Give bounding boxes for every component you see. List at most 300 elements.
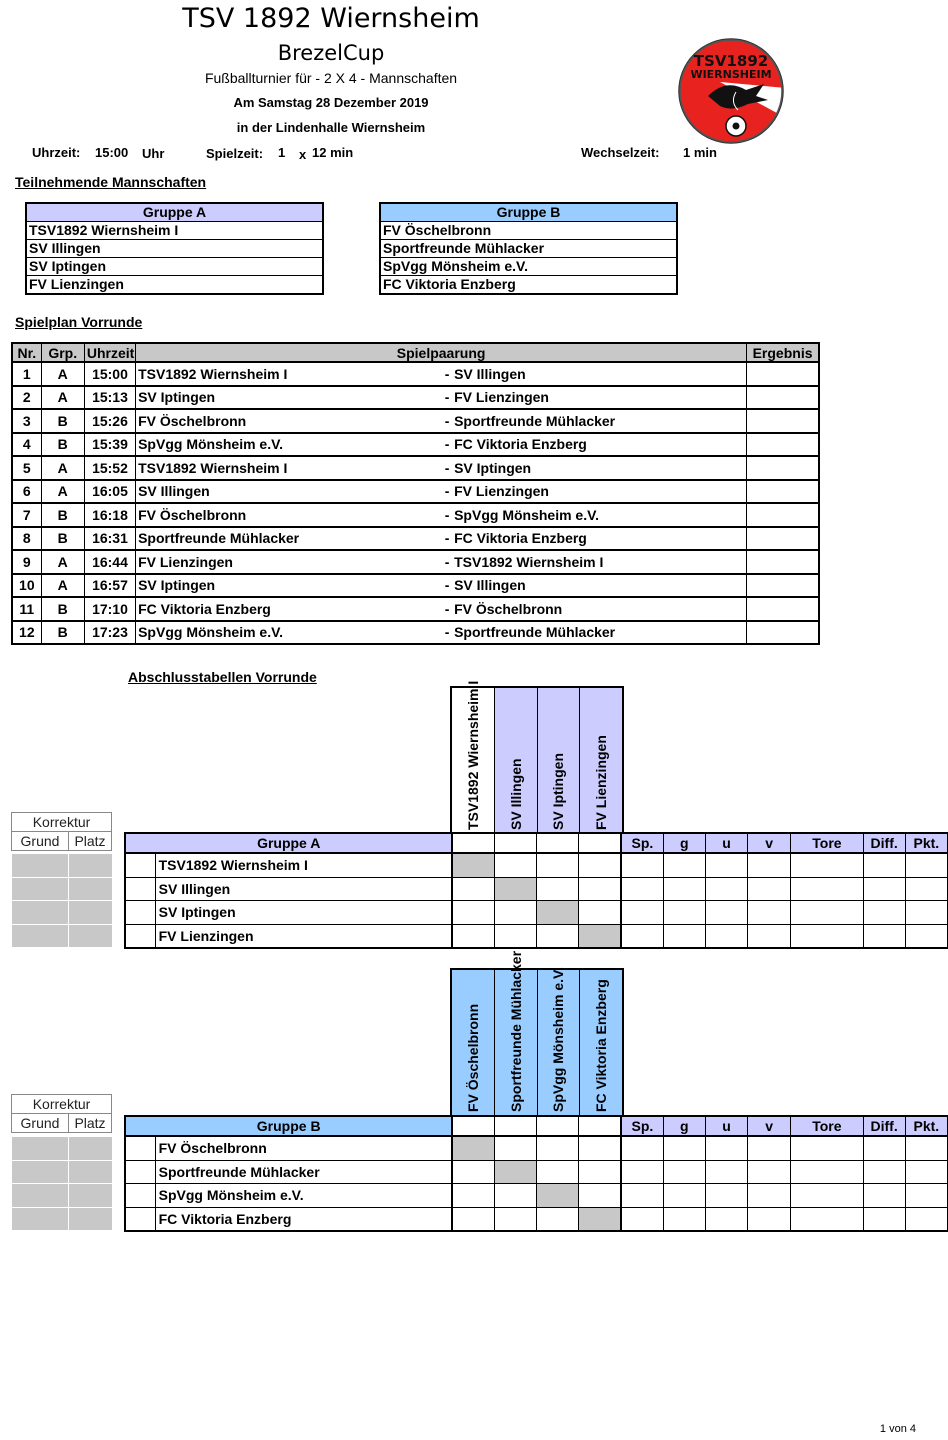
grund-cell[interactable]	[12, 924, 69, 948]
match-time: 16:44	[84, 550, 135, 574]
stat-cell	[705, 1160, 747, 1184]
team-name: SV Iptingen	[155, 901, 452, 925]
matrix-header-cell	[579, 833, 621, 853]
stat-cell	[621, 853, 663, 877]
group-b-list	[379, 202, 678, 295]
match-time: 17:10	[84, 597, 135, 621]
match-nr: 1	[12, 362, 41, 386]
stat-cell	[748, 1160, 791, 1184]
standings-row	[125, 924, 948, 948]
matrix-score-cell[interactable]	[537, 1136, 579, 1160]
matrix-score-cell[interactable]	[537, 877, 579, 901]
home-team: FV Lienzingen	[136, 550, 441, 574]
away-cell	[440, 480, 747, 504]
standings-row	[125, 901, 948, 925]
stat-cell	[621, 1184, 663, 1208]
match-group: A	[41, 574, 84, 598]
rank-cell	[125, 901, 155, 925]
col-pkt: Pkt.	[905, 833, 947, 853]
rank-cell	[125, 877, 155, 901]
match-nr: 9	[12, 550, 41, 574]
teams-section-title: Teilnehmende Mannschaften	[15, 174, 207, 190]
stat-cell	[863, 901, 905, 925]
matrix-score-cell[interactable]	[495, 901, 537, 925]
platz-cell[interactable]	[69, 1137, 113, 1161]
match-nr: 4	[12, 433, 41, 457]
stat-cell	[863, 1160, 905, 1184]
away-team: SV Illingen	[454, 577, 526, 594]
match-time: 15:52	[84, 456, 135, 480]
match-group: B	[41, 527, 84, 551]
platz-label: Platz	[69, 1114, 112, 1133]
match-result[interactable]	[747, 456, 819, 480]
group-b-vcol-label: FV Öschelbronn	[464, 1003, 481, 1112]
matrix-self-cell	[579, 924, 621, 948]
matrix-self-cell	[579, 1207, 621, 1231]
away-team: FV Lienzingen	[454, 389, 549, 406]
logo-line2: WIERNSHEIM	[690, 68, 772, 81]
pairing-dash: -	[444, 459, 450, 476]
group-a-vcol	[452, 680, 495, 834]
standings-group-a	[124, 832, 948, 949]
group-a-header: Gruppe A	[26, 203, 323, 222]
date-line: Am Samstag 28 Dezember 2019	[233, 95, 429, 110]
stat-cell	[663, 853, 705, 877]
rank-cell	[125, 1207, 155, 1231]
group-b-header: Gruppe B	[380, 203, 677, 222]
platz-cell[interactable]	[69, 854, 113, 878]
col-u: u	[705, 1116, 747, 1136]
matrix-header-cell	[537, 1116, 579, 1136]
standings-row	[125, 1160, 948, 1184]
standings-header-row	[125, 1116, 948, 1136]
away-cell	[440, 527, 747, 551]
group-a-vertical-headers	[450, 680, 624, 834]
col-g: g	[663, 833, 705, 853]
stat-cell	[621, 1136, 663, 1160]
stat-cell	[663, 924, 705, 948]
matrix-header-cell	[452, 833, 494, 853]
stat-cell	[663, 1207, 705, 1231]
schedule-row	[12, 409, 819, 433]
schedule-row	[12, 550, 819, 574]
stat-cell	[905, 853, 947, 877]
group-b-vertical-headers	[450, 950, 624, 1116]
standings-group-label: Gruppe B	[125, 1116, 452, 1136]
uhrzeit-label: Uhrzeit:	[32, 145, 81, 160]
group-b-team: Sportfreunde Mühlacker	[380, 240, 677, 258]
match-result[interactable]	[747, 386, 819, 410]
group-a-list	[25, 202, 324, 295]
grund-label: Grund	[12, 1114, 69, 1133]
matrix-score-cell[interactable]	[579, 901, 621, 925]
match-nr: 6	[12, 480, 41, 504]
away-cell	[440, 503, 747, 527]
group-b-team: FC Viktoria Enzberg	[380, 276, 677, 295]
matrix-score-cell[interactable]	[537, 1160, 579, 1184]
pairing-dash: -	[444, 530, 450, 547]
group-a-vcol	[495, 688, 538, 834]
schedule-row	[12, 456, 819, 480]
match-result[interactable]	[747, 597, 819, 621]
away-cell	[440, 621, 747, 645]
match-result[interactable]	[747, 574, 819, 598]
col-grp: Grp.	[41, 343, 84, 362]
away-team: FC Viktoria Enzberg	[454, 530, 587, 547]
team-name: TSV1892 Wiernsheim I	[155, 853, 452, 877]
matrix-score-cell[interactable]	[452, 1207, 494, 1231]
group-a-team: FV Lienzingen	[26, 276, 323, 295]
match-group: B	[41, 597, 84, 621]
stat-cell	[705, 853, 747, 877]
col-g: g	[663, 1116, 705, 1136]
home-team: Sportfreunde Mühlacker	[136, 527, 441, 551]
uhr-label: Uhr	[142, 146, 165, 161]
stat-cell	[863, 1184, 905, 1208]
group-a-vcol-label: TSV1892 Wiernsheim I	[464, 680, 481, 830]
standings-row	[125, 1136, 948, 1160]
schedule-row	[12, 621, 819, 645]
away-cell	[440, 456, 747, 480]
match-nr: 11	[12, 597, 41, 621]
away-team: SV Iptingen	[454, 459, 532, 476]
page-number: 1 von 4	[879, 1423, 916, 1435]
rank-cell	[125, 1136, 155, 1160]
away-team: FV Öschelbronn	[454, 600, 563, 617]
stat-cell	[791, 877, 863, 901]
matrix-header-cell	[495, 1116, 537, 1136]
group-b-vcol-label: SpVgg Mönsheim e.V.	[550, 967, 567, 1112]
group-a-vcol	[538, 688, 581, 834]
logo-line1: TSV1892	[693, 52, 769, 70]
col-sp: Sp.	[621, 1116, 663, 1136]
korrektur-label: Korrektur	[12, 813, 112, 832]
schedule-row	[12, 527, 819, 551]
spielzeit-value: 12 min	[312, 145, 354, 160]
match-time: 16:05	[84, 480, 135, 504]
match-group: A	[41, 456, 84, 480]
grund-cell[interactable]	[12, 1137, 69, 1161]
away-cell	[440, 362, 747, 386]
stat-cell	[663, 901, 705, 925]
matrix-score-cell[interactable]	[495, 924, 537, 948]
match-nr: 2	[12, 386, 41, 410]
standings-row	[125, 877, 948, 901]
matrix-score-cell[interactable]	[452, 1160, 494, 1184]
stat-cell	[621, 901, 663, 925]
schedule-row	[12, 574, 819, 598]
korrektur-label: Korrektur	[12, 1095, 112, 1114]
away-team: SpVgg Mönsheim e.V.	[454, 506, 600, 523]
matrix-score-cell[interactable]	[537, 1207, 579, 1231]
stat-cell	[621, 1207, 663, 1231]
match-time: 15:26	[84, 409, 135, 433]
stat-cell	[905, 901, 947, 925]
stat-cell	[748, 853, 791, 877]
stat-cell	[791, 1184, 863, 1208]
stat-cell	[863, 853, 905, 877]
grund-cell[interactable]	[12, 877, 69, 901]
matrix-score-cell[interactable]	[452, 877, 494, 901]
stat-cell	[905, 1160, 947, 1184]
club-logo	[676, 38, 786, 144]
group-a-vcol	[580, 688, 622, 834]
stat-cell	[748, 901, 791, 925]
matrix-score-cell[interactable]	[579, 1160, 621, 1184]
schedule-table	[11, 342, 820, 645]
schedule-row	[12, 362, 819, 386]
group-a-team: TSV1892 Wiernsheim I	[26, 222, 323, 240]
grund-cell[interactable]	[12, 1207, 69, 1231]
match-group: B	[41, 433, 84, 457]
matrix-score-cell[interactable]	[537, 853, 579, 877]
standings-header-row	[125, 833, 948, 853]
matrix-score-cell[interactable]	[579, 853, 621, 877]
stat-cell	[905, 1184, 947, 1208]
col-tore: Tore	[791, 833, 863, 853]
page-title: TSV 1892 Wiernsheim	[182, 3, 480, 34]
stat-cell	[863, 1207, 905, 1231]
pairing-dash: -	[444, 506, 450, 523]
schedule-row	[12, 386, 819, 410]
stat-cell	[663, 877, 705, 901]
match-result[interactable]	[747, 480, 819, 504]
group-a-vcol-label: FV Lienzingen	[593, 735, 610, 830]
matrix-score-cell[interactable]	[495, 1207, 537, 1231]
group-a-team: SV Illingen	[26, 240, 323, 258]
match-nr: 7	[12, 503, 41, 527]
korrektur-a	[11, 812, 112, 851]
stat-cell	[863, 1136, 905, 1160]
col-diff: Diff.	[863, 1116, 905, 1136]
match-group: A	[41, 362, 84, 386]
stat-cell	[748, 924, 791, 948]
col-pairing: Spielpaarung	[136, 343, 747, 362]
stat-cell	[791, 1160, 863, 1184]
home-team: SV Iptingen	[136, 386, 441, 410]
matrix-header-cell	[579, 1116, 621, 1136]
stat-cell	[663, 1160, 705, 1184]
team-name: SpVgg Mönsheim e.V.	[155, 1184, 452, 1208]
matrix-score-cell[interactable]	[452, 924, 494, 948]
stat-cell	[905, 1136, 947, 1160]
match-time: 15:39	[84, 433, 135, 457]
match-time: 15:13	[84, 386, 135, 410]
stat-cell	[863, 877, 905, 901]
matrix-score-cell[interactable]	[495, 1136, 537, 1160]
col-nr: Nr.	[12, 343, 41, 362]
pairing-dash: -	[444, 553, 450, 570]
group-a-team: SV Iptingen	[26, 258, 323, 276]
match-result[interactable]	[747, 503, 819, 527]
korrektur-b-cells	[11, 1136, 113, 1231]
match-group: A	[41, 480, 84, 504]
matrix-score-cell[interactable]	[495, 853, 537, 877]
rank-cell	[125, 1184, 155, 1208]
pairing-dash: -	[444, 365, 450, 382]
stat-cell	[905, 924, 947, 948]
group-b-vcol	[452, 970, 495, 1116]
grund-cell[interactable]	[12, 854, 69, 878]
group-b-vcol-label: FC Viktoria Enzberg	[593, 979, 610, 1112]
away-cell	[440, 433, 747, 457]
korrektur-b	[11, 1094, 112, 1133]
schedule-row	[12, 503, 819, 527]
stat-cell	[621, 924, 663, 948]
stat-cell	[621, 877, 663, 901]
matrix-score-cell[interactable]	[537, 924, 579, 948]
matrix-header-cell	[452, 1116, 494, 1136]
stat-cell	[705, 1184, 747, 1208]
away-team: Sportfreunde Mühlacker	[454, 624, 616, 641]
matrix-score-cell[interactable]	[452, 901, 494, 925]
match-group: B	[41, 409, 84, 433]
schedule-title: Spielplan Vorrunde	[15, 314, 143, 330]
platz-cell[interactable]	[69, 1207, 113, 1231]
rank-cell	[125, 853, 155, 877]
pairing-dash: -	[444, 600, 450, 617]
stat-cell	[705, 901, 747, 925]
stat-cell	[905, 1207, 947, 1231]
matrix-header-cell	[495, 833, 537, 853]
grund-cell[interactable]	[12, 901, 69, 925]
home-team: FC Viktoria Enzberg	[136, 597, 441, 621]
platz-cell[interactable]	[69, 1184, 113, 1208]
matrix-self-cell	[495, 1160, 537, 1184]
cup-name: BrezelCup	[277, 41, 385, 65]
rank-cell	[125, 924, 155, 948]
away-team: TSV1892 Wiernsheim I	[454, 553, 604, 570]
standings-row	[125, 1184, 948, 1208]
match-time: 15:00	[84, 362, 135, 386]
standings-group-label: Gruppe A	[125, 833, 452, 853]
away-team: SV Illingen	[454, 365, 526, 382]
away-cell	[440, 550, 747, 574]
away-team: FC Viktoria Enzberg	[454, 436, 587, 453]
platz-cell[interactable]	[69, 1160, 113, 1184]
away-cell	[440, 409, 747, 433]
grund-cell[interactable]	[12, 1184, 69, 1208]
standings-group-b	[124, 1115, 948, 1232]
platz-cell[interactable]	[69, 924, 113, 948]
matrix-self-cell	[452, 1136, 494, 1160]
match-result[interactable]	[747, 409, 819, 433]
uhrzeit-value: 15:00	[95, 145, 129, 160]
matrix-score-cell[interactable]	[495, 1184, 537, 1208]
match-result[interactable]	[747, 621, 819, 645]
col-v: v	[748, 1116, 791, 1136]
stat-cell	[621, 1160, 663, 1184]
team-name: FC Viktoria Enzberg	[155, 1207, 452, 1231]
match-time: 17:23	[84, 621, 135, 645]
pairing-dash: -	[444, 483, 450, 500]
schedule-row	[12, 597, 819, 621]
stat-cell	[791, 1207, 863, 1231]
team-name: SV Illingen	[155, 877, 452, 901]
col-diff: Diff.	[863, 833, 905, 853]
grund-cell[interactable]	[12, 1160, 69, 1184]
standings-row	[125, 853, 948, 877]
col-time: Uhrzeit	[84, 343, 135, 362]
matrix-header-cell	[537, 833, 579, 853]
match-result[interactable]	[747, 550, 819, 574]
match-group: A	[41, 550, 84, 574]
stat-cell	[705, 877, 747, 901]
stat-cell	[791, 901, 863, 925]
stat-cell	[705, 1207, 747, 1231]
away-team: Sportfreunde Mühlacker	[454, 412, 616, 429]
group-b-team: SpVgg Mönsheim e.V.	[380, 258, 677, 276]
spielzeit-label: Spielzeit:	[206, 146, 264, 161]
home-team: TSV1892 Wiernsheim I	[136, 362, 441, 386]
matrix-self-cell	[452, 853, 494, 877]
team-name: Sportfreunde Mühlacker	[155, 1160, 452, 1184]
match-time: 16:18	[84, 503, 135, 527]
home-team: FV Öschelbronn	[136, 503, 441, 527]
away-cell	[440, 574, 747, 598]
home-team: SpVgg Mönsheim e.V.	[136, 433, 441, 457]
matrix-score-cell[interactable]	[452, 1184, 494, 1208]
stat-cell	[791, 924, 863, 948]
platz-cell[interactable]	[69, 877, 113, 901]
match-result[interactable]	[747, 527, 819, 551]
col-result: Ergebnis	[747, 343, 819, 362]
group-a-vcol-label: SV Illingen	[507, 758, 524, 830]
stat-cell	[663, 1136, 705, 1160]
stat-cell	[791, 1136, 863, 1160]
schedule-row	[12, 480, 819, 504]
match-nr: 12	[12, 621, 41, 645]
col-pkt: Pkt.	[905, 1116, 947, 1136]
match-nr: 5	[12, 456, 41, 480]
stat-cell	[748, 1207, 791, 1231]
team-name: FV Lienzingen	[155, 924, 452, 948]
stat-cell	[791, 853, 863, 877]
stat-cell	[748, 1136, 791, 1160]
matrix-self-cell	[537, 1184, 579, 1208]
matrix-score-cell[interactable]	[579, 877, 621, 901]
grund-label: Grund	[12, 832, 69, 851]
match-result[interactable]	[747, 362, 819, 386]
match-group: B	[41, 621, 84, 645]
away-cell	[440, 386, 747, 410]
col-sp: Sp.	[621, 833, 663, 853]
col-u: u	[705, 833, 747, 853]
stat-cell	[663, 1184, 705, 1208]
match-result[interactable]	[747, 433, 819, 457]
pairing-dash: -	[444, 577, 450, 594]
home-team: FV Öschelbronn	[136, 409, 441, 433]
pairing-dash: -	[444, 412, 450, 429]
group-b-team: FV Öschelbronn	[380, 222, 677, 240]
matrix-self-cell	[495, 877, 537, 901]
away-cell	[440, 597, 747, 621]
stat-cell	[863, 924, 905, 948]
schedule-row	[12, 433, 819, 457]
match-time: 16:31	[84, 527, 135, 551]
col-v: v	[748, 833, 791, 853]
club-logo-graphic	[676, 38, 786, 144]
spielzeit-x: x	[299, 147, 307, 162]
matrix-score-cell[interactable]	[579, 1184, 621, 1208]
platz-cell[interactable]	[69, 901, 113, 925]
platz-label: Platz	[69, 832, 112, 851]
tournament-line: Fußballturnier für - 2 X 4 - Mannschaften	[204, 70, 458, 86]
group-b-vcol	[538, 967, 581, 1116]
matrix-score-cell[interactable]	[579, 1136, 621, 1160]
standings-row	[125, 1207, 948, 1231]
home-team: SV Illingen	[136, 480, 441, 504]
